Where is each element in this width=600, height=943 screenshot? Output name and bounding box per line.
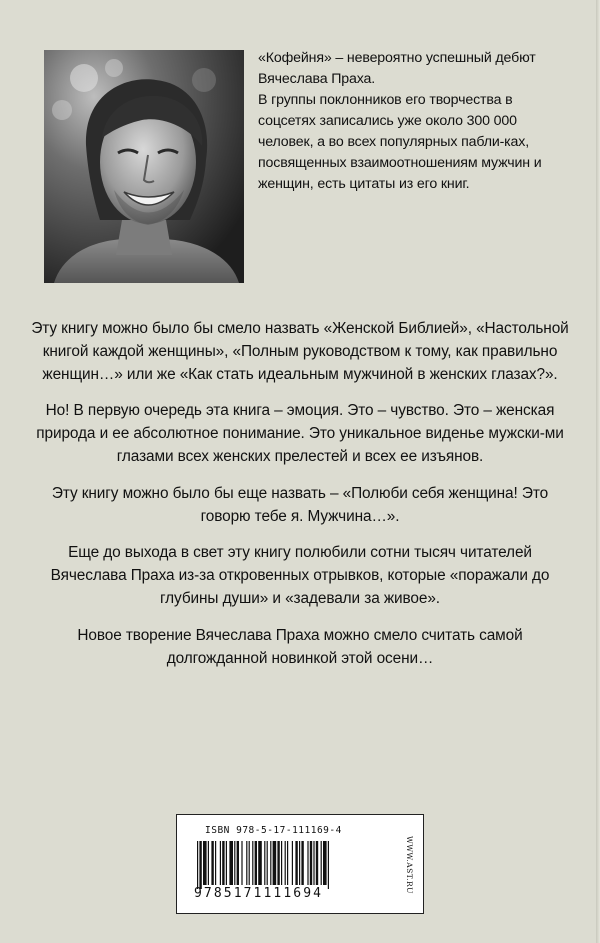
description-paragraph-4: Еще до выхода в свет эту книгу полюбили сотни тысяч читателей Вячеслава Праха из-за откровенных отрывков, которые «поражали до глубины души» и «задевали за живое». bbox=[50, 544, 550, 607]
publisher-website: WWW.AST.RU bbox=[405, 835, 414, 894]
blurb-fans: В группы поклонников его творчества в соцсетях записались уже около 300 000 человек, а во всех популярных пабли-ках, посвященных взаимоотношениям мужчин и женщин, есть цитаты из его книг. bbox=[258, 92, 542, 192]
isbn-number: ISBN 978-5-17-111169-4 bbox=[205, 825, 342, 836]
description-paragraph-2: Но! В первую очередь эта книга – эмоция. Это – чувство. Это – женская природа и ее абсолютное понимание. Это уникальное виденье мужски-ми глазами всех женских прелестей и всех ее изъянов. bbox=[36, 402, 564, 465]
author-photo bbox=[44, 50, 244, 283]
barcode-label bbox=[176, 814, 424, 914]
description-paragraph-3: Эту книгу можно было бы еще назвать – «Полюби себя женщина! Это говорю тебе я. Мужчина…». bbox=[51, 484, 549, 525]
barcode-bars bbox=[197, 841, 387, 891]
ean-digits: 9785171111694 bbox=[194, 886, 324, 901]
description-paragraph-5: Новое творение Вячеслава Праха можно смело считать самой долгожданной новинкой этой осени… bbox=[77, 626, 523, 667]
author-blurb bbox=[258, 48, 558, 195]
description-paragraph-1: Эту книгу можно было бы смело назвать «Женской Библией», «Настольной книгой каждой женщины», «Полным руководством к тому, как правильно женщин…» или же «Как стать идеальным мужчиной в женских глазах?». bbox=[31, 320, 569, 383]
spine-edge bbox=[596, 0, 600, 943]
book-description bbox=[30, 318, 570, 684]
blurb-debut: «Кофейня» – невероятно успешный дебют Вячеслава Праха. bbox=[258, 50, 536, 87]
